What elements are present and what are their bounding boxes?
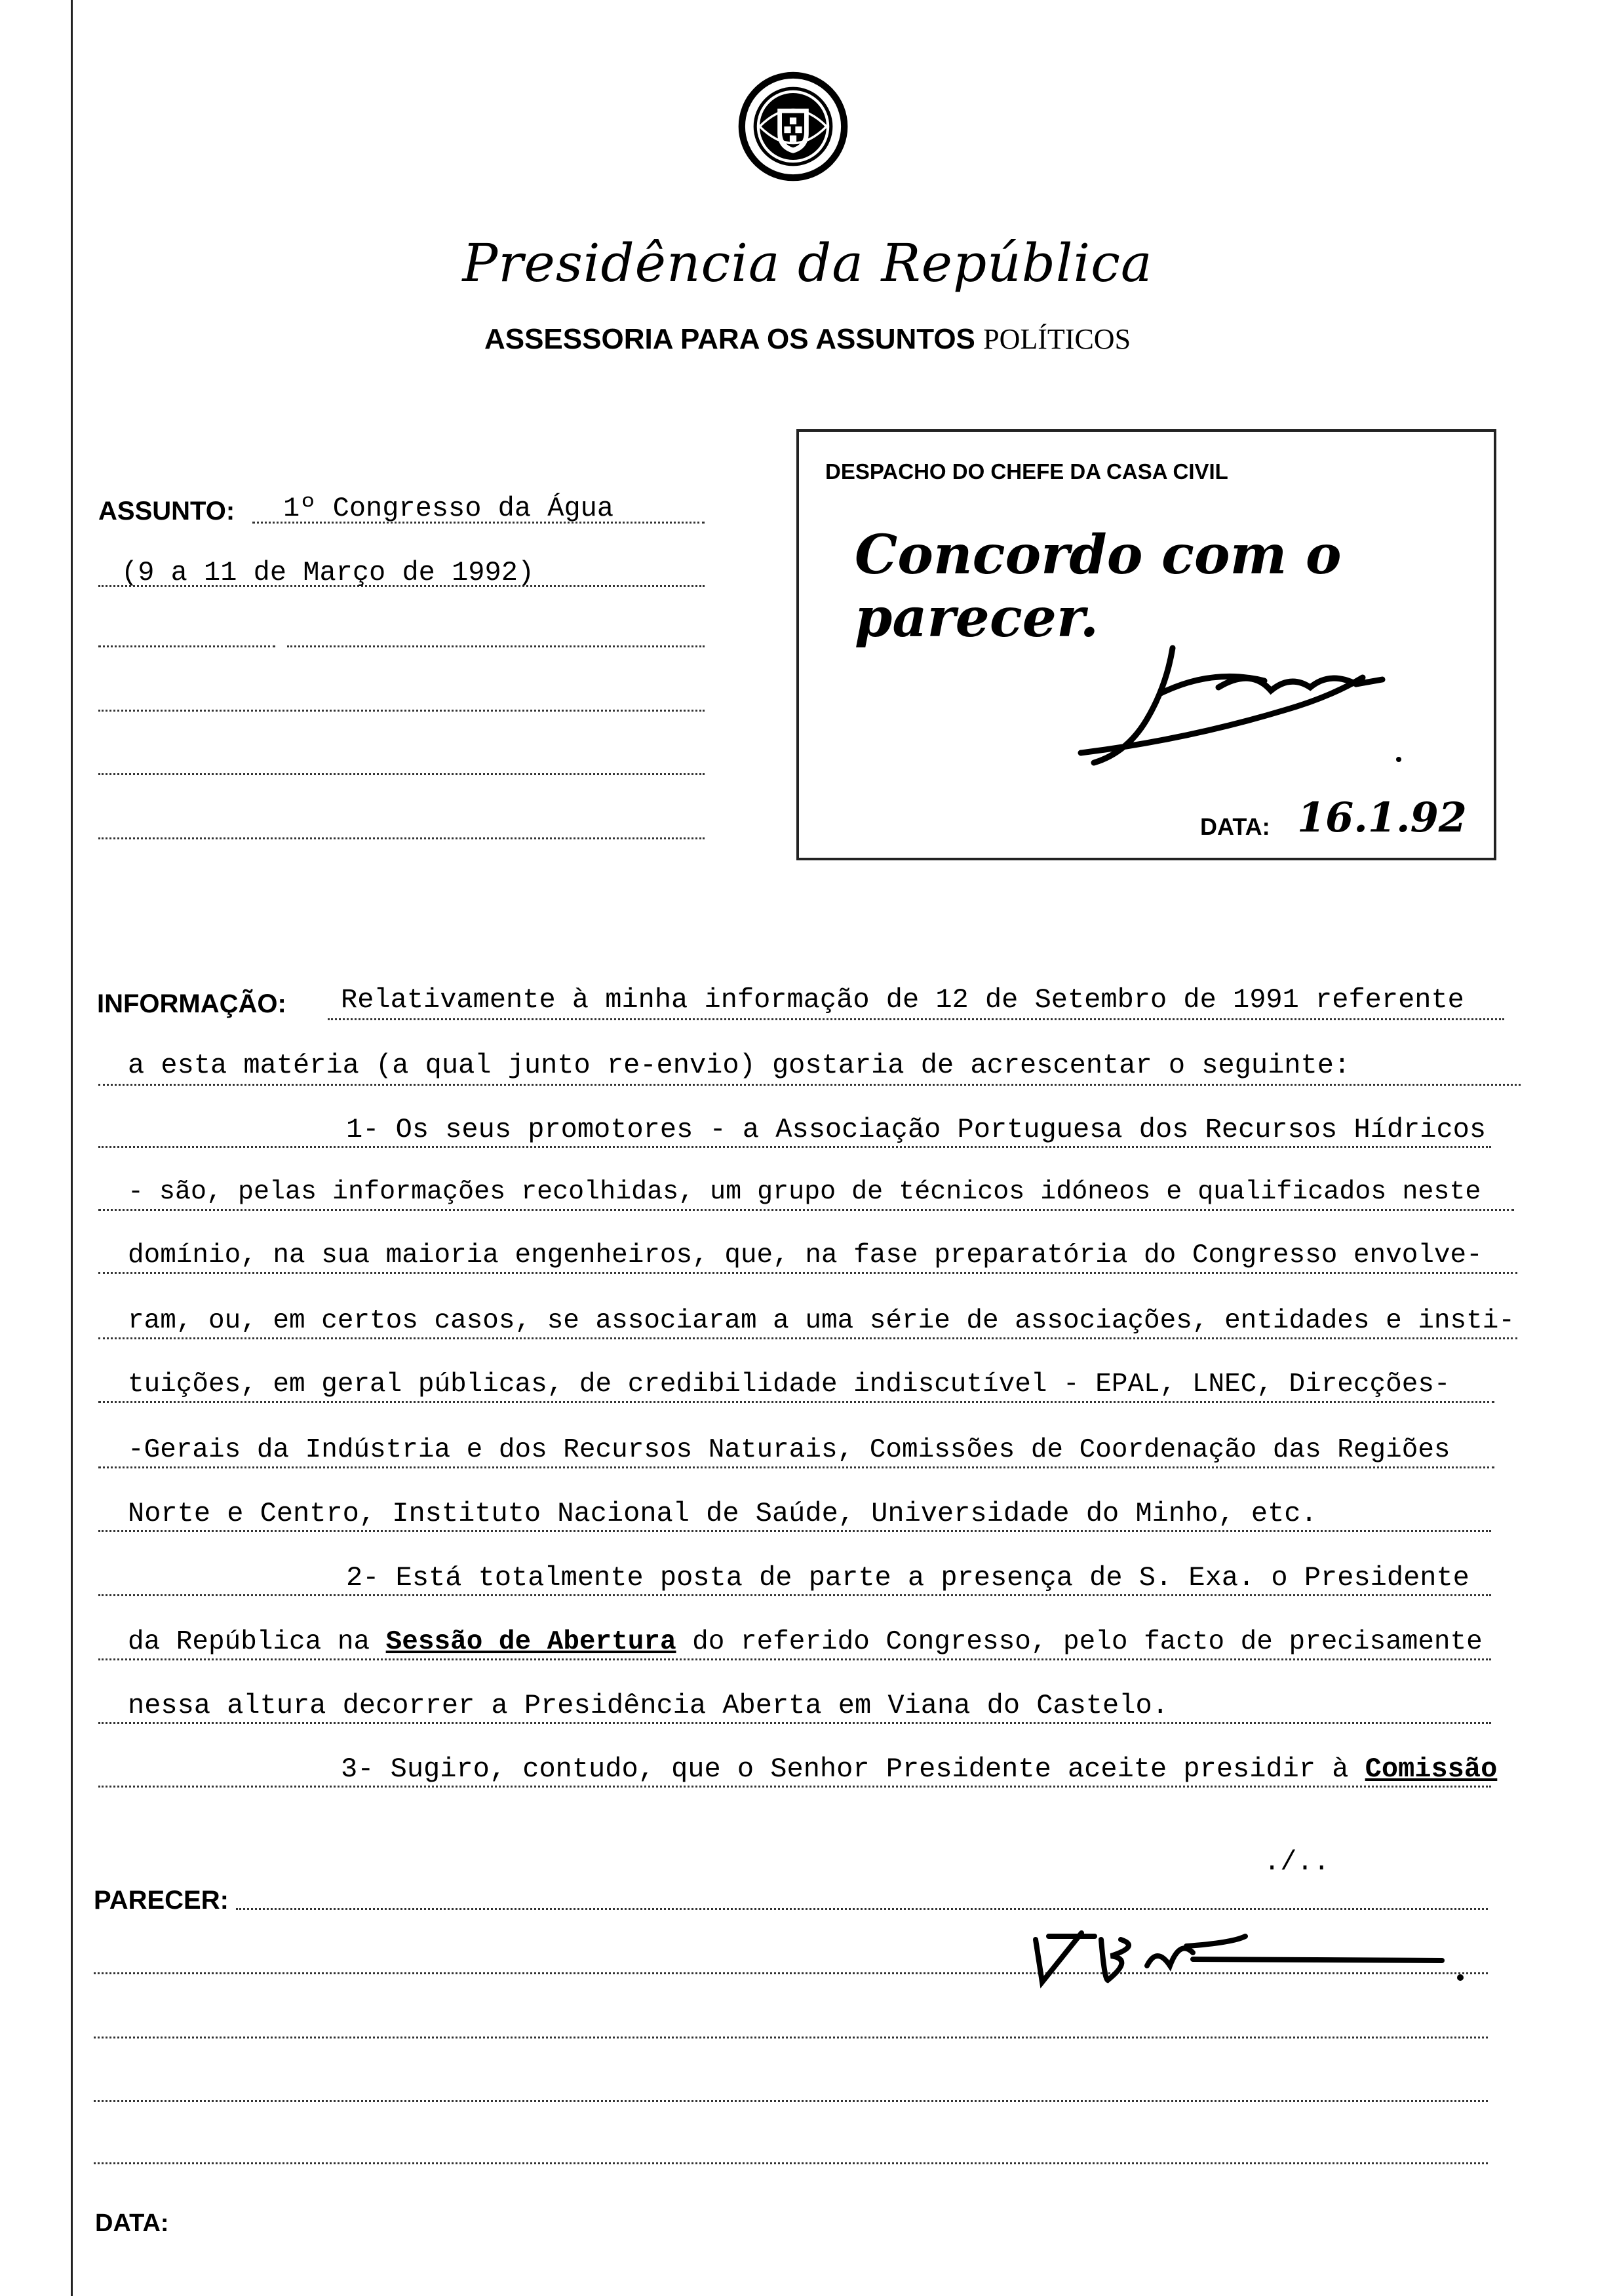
continuation-mark: ./.. — [1264, 1846, 1330, 1878]
assunto-line-3b — [287, 645, 705, 647]
department-name-bold: ASSESSORIA PARA OS ASSUNTOS — [484, 323, 975, 355]
despacho-date-value: 16.1.92 — [1297, 794, 1467, 841]
despacho-title: DESPACHO DO CHEFE DA CASA CIVIL — [825, 459, 1228, 484]
parecer-line-1 — [236, 1908, 1488, 1910]
assunto-line-5 — [98, 773, 705, 775]
parecer-line-4 — [94, 2100, 1488, 2102]
signature-icon — [1068, 641, 1409, 773]
sessao-abertura-emphasis: Sessão de Abertura — [385, 1627, 676, 1657]
parecer-initials-icon — [1022, 1920, 1481, 1992]
assunto-text-2: (9 a 11 de Março de 1992) — [121, 557, 535, 588]
despacho-date-label: DATA: — [1200, 813, 1270, 840]
comissao-emphasis: Comissão — [1365, 1753, 1498, 1785]
info-line-7: tuições, em geral públicas, de credibilidade indiscutível - EPAL, LNEC, Direcções- — [98, 1366, 1494, 1403]
info-line-13-pre: 3- Sugiro, contudo, que o Senhor Presidente aceite presidir à — [341, 1753, 1365, 1785]
info-line-6: ram, ou, em certos casos, se associaram a uma série de associações, entidades e insti- — [98, 1303, 1517, 1339]
institution-name: Presidência da República — [462, 233, 1153, 294]
assunto-line-6 — [98, 837, 705, 839]
assunto-label: ASSUNTO: — [98, 497, 235, 526]
info-line-11 — [98, 1624, 1491, 1660]
department-name-light: POLÍTICOS — [983, 323, 1131, 355]
assunto-line-4 — [98, 710, 705, 712]
info-line-12: nessa altura decorrer a Presidência Aberta em Viana do Castelo. — [98, 1687, 1491, 1724]
info-line-11-post: do referido Congresso, pelo facto de precisamente — [676, 1627, 1483, 1657]
info-line-8: -Gerais da Indústria e dos Recursos Naturais, Comissões de Coordenação das Regiões — [98, 1432, 1494, 1468]
informacao-label: INFORMAÇÃO: — [97, 989, 286, 1018]
assunto-line-3a — [98, 645, 275, 647]
department-name — [0, 322, 1615, 356]
coat-of-arms-icon — [737, 71, 849, 182]
footer-date-label: DATA: — [95, 2210, 169, 2237]
info-line-5: domínio, na sua maioria engenheiros, que, na fase preparatória do Congresso envolve- — [98, 1237, 1517, 1274]
parecer-line-5 — [94, 2162, 1488, 2164]
despacho-box — [796, 429, 1496, 860]
info-line-4: - são, pelas informações recolhidas, um grupo de técnicos idóneos e qualificados neste — [98, 1174, 1514, 1211]
info-line-11-pre: da República na — [128, 1627, 386, 1657]
info-line-10: 2- Está totalmente posta de parte a presença de S. Exa. o Presidente — [98, 1559, 1491, 1596]
info-line-2: a esta matéria (a qual junto re-envio) gostaria de acrescentar o seguinte: — [98, 1047, 1521, 1086]
parecer-label: PARECER: — [94, 1886, 229, 1915]
info-line-13 — [98, 1751, 1498, 1788]
info-line-1: Relativamente à minha informação de 12 de Setembro de 1991 referente — [328, 982, 1504, 1020]
assunto-text-1: 1º Congresso da Água — [283, 493, 614, 524]
info-line-3: 1- Os seus promotores - a Associação Portuguesa dos Recursos Hídricos — [98, 1111, 1491, 1148]
parecer-line-3 — [94, 2037, 1488, 2038]
info-line-9: Norte e Centro, Instituto Nacional de Saúde, Universidade do Minho, etc. — [98, 1495, 1491, 1532]
handwritten-note: Concordo com o parecer. — [855, 524, 1342, 649]
